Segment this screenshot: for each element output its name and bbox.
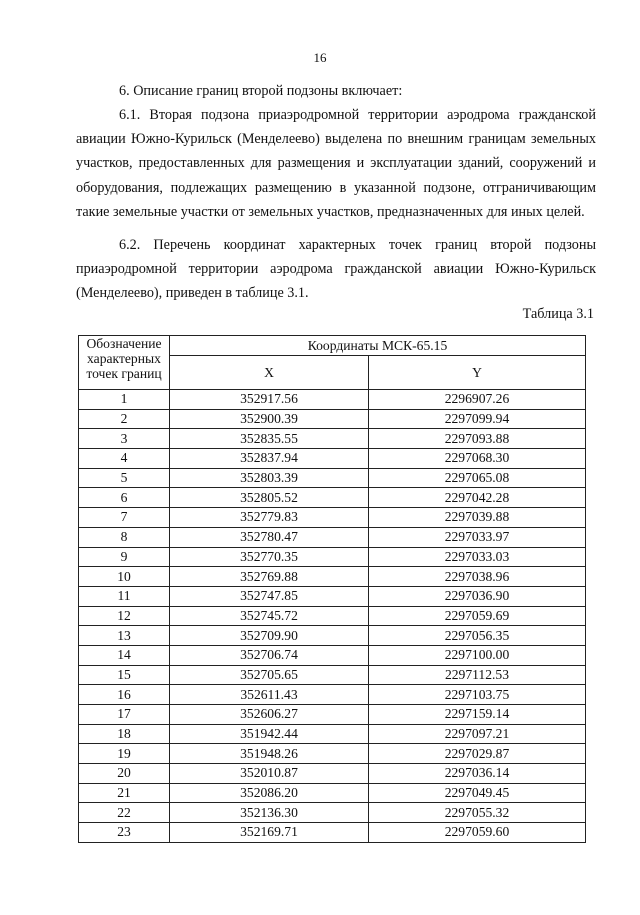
point-number-cell: 1 [79, 390, 170, 410]
y-coordinate-cell: 2297029.87 [369, 744, 586, 764]
page-number: 16 [313, 50, 327, 65]
point-number-cell: 4 [79, 449, 170, 469]
table-row [79, 626, 586, 646]
table-row [79, 685, 586, 705]
table-row [79, 724, 586, 744]
y-coordinate-cell: 2297056.35 [369, 626, 586, 646]
y-coordinate-cell: 2297042.28 [369, 488, 586, 508]
x-coordinate-cell: 352780.47 [170, 527, 369, 547]
paragraph-6-1: 6.1. Вторая подзона приаэродромной территории аэродрома гражданской авиации Южно-Курильск (Менделеево) выделена по внешним границам земельных участков, предоставленных для размещения и эксплуатации зданий, сооружений и оборудования, подлежащих размещению в указанной подзоне, отграничивающим такие земельные участки от земельных участков, предназначенных для иных целей. [76, 107, 596, 220]
header-coordinates: Координаты МСК-65.15 [170, 336, 586, 356]
point-number-cell: 9 [79, 547, 170, 567]
y-coordinate-cell: 2297055.32 [369, 803, 586, 823]
x-coordinate-cell: 352709.90 [170, 626, 369, 646]
x-coordinate-cell: 352086.20 [170, 783, 369, 803]
x-coordinate-cell: 351948.26 [170, 744, 369, 764]
x-coordinate-cell: 352917.56 [170, 390, 369, 410]
header-designation: Обозначение характерных точек границ [79, 336, 170, 390]
y-coordinate-cell: 2297099.94 [369, 409, 586, 429]
y-coordinate-cell: 2296907.26 [369, 390, 586, 410]
x-coordinate-cell: 352136.30 [170, 803, 369, 823]
point-number-cell: 19 [79, 744, 170, 764]
point-number-cell: 21 [79, 783, 170, 803]
point-number-cell: 17 [79, 705, 170, 725]
table-row [79, 803, 586, 823]
x-coordinate-cell: 352606.27 [170, 705, 369, 725]
table-row [79, 665, 586, 685]
y-coordinate-cell: 2297059.60 [369, 823, 586, 843]
table-row [79, 606, 586, 626]
table-row [79, 823, 586, 843]
point-number-cell: 11 [79, 586, 170, 606]
y-coordinate-cell: 2297036.90 [369, 586, 586, 606]
table-caption: Таблица 3.1 [522, 306, 594, 322]
paragraph-6: 6. Описание границ второй подзоны включает: [119, 83, 403, 99]
x-coordinate-cell: 352769.88 [170, 567, 369, 587]
point-number-cell: 15 [79, 665, 170, 685]
y-coordinate-cell: 2297112.53 [369, 665, 586, 685]
point-number-cell: 5 [79, 468, 170, 488]
table-row [79, 705, 586, 725]
point-number-cell: 18 [79, 724, 170, 744]
table-body [79, 390, 586, 843]
y-coordinate-cell: 2297093.88 [369, 429, 586, 449]
x-coordinate-cell: 352900.39 [170, 409, 369, 429]
table-row [79, 586, 586, 606]
x-coordinate-cell: 352705.65 [170, 665, 369, 685]
table-row [79, 409, 586, 429]
y-coordinate-cell: 2297033.03 [369, 547, 586, 567]
x-coordinate-cell: 352747.85 [170, 586, 369, 606]
x-coordinate-cell: 352835.55 [170, 429, 369, 449]
x-coordinate-cell: 352706.74 [170, 645, 369, 665]
x-coordinate-cell: 352770.35 [170, 547, 369, 567]
y-coordinate-cell: 2297039.88 [369, 508, 586, 528]
table-row [79, 508, 586, 528]
point-number-cell: 7 [79, 508, 170, 528]
point-number-cell: 2 [79, 409, 170, 429]
point-number-cell: 22 [79, 803, 170, 823]
y-coordinate-cell: 2297065.08 [369, 468, 586, 488]
y-coordinate-cell: 2297036.14 [369, 764, 586, 784]
table-row [79, 488, 586, 508]
y-coordinate-cell: 2297033.97 [369, 527, 586, 547]
table-row [79, 390, 586, 410]
point-number-cell: 10 [79, 567, 170, 587]
table-row [79, 468, 586, 488]
point-number-cell: 23 [79, 823, 170, 843]
x-coordinate-cell: 352745.72 [170, 606, 369, 626]
point-number-cell: 8 [79, 527, 170, 547]
y-coordinate-cell: 2297068.30 [369, 449, 586, 469]
table-row [79, 449, 586, 469]
x-coordinate-cell: 352010.87 [170, 764, 369, 784]
point-number-cell: 3 [79, 429, 170, 449]
coordinates-table [78, 335, 586, 843]
x-coordinate-cell: 352611.43 [170, 685, 369, 705]
x-coordinate-cell: 352803.39 [170, 468, 369, 488]
y-coordinate-cell: 2297100.00 [369, 645, 586, 665]
point-number-cell: 16 [79, 685, 170, 705]
x-coordinate-cell: 352805.52 [170, 488, 369, 508]
table-row [79, 527, 586, 547]
table-row [79, 783, 586, 803]
x-coordinate-cell: 351942.44 [170, 724, 369, 744]
point-number-cell: 13 [79, 626, 170, 646]
table-row [79, 744, 586, 764]
table-row [79, 567, 586, 587]
table-row [79, 645, 586, 665]
point-number-cell: 6 [79, 488, 170, 508]
table-row [79, 429, 586, 449]
y-coordinate-cell: 2297059.69 [369, 606, 586, 626]
point-number-cell: 14 [79, 645, 170, 665]
y-coordinate-cell: 2297097.21 [369, 724, 586, 744]
point-number-cell: 12 [79, 606, 170, 626]
table-row [79, 547, 586, 567]
y-coordinate-cell: 2297103.75 [369, 685, 586, 705]
table-row [79, 764, 586, 784]
y-coordinate-cell: 2297159.14 [369, 705, 586, 725]
header-y: Y [369, 356, 586, 390]
paragraph-6-2: 6.2. Перечень координат характерных точек границ второй подзоны приаэродромной территории аэродрома гражданской авиации Южно-Курильск (Менделеево), приведен в таблице 3.1. [76, 237, 596, 302]
y-coordinate-cell: 2297038.96 [369, 567, 586, 587]
x-coordinate-cell: 352837.94 [170, 449, 369, 469]
y-coordinate-cell: 2297049.45 [369, 783, 586, 803]
header-x: X [170, 356, 369, 390]
x-coordinate-cell: 352779.83 [170, 508, 369, 528]
point-number-cell: 20 [79, 764, 170, 784]
x-coordinate-cell: 352169.71 [170, 823, 369, 843]
